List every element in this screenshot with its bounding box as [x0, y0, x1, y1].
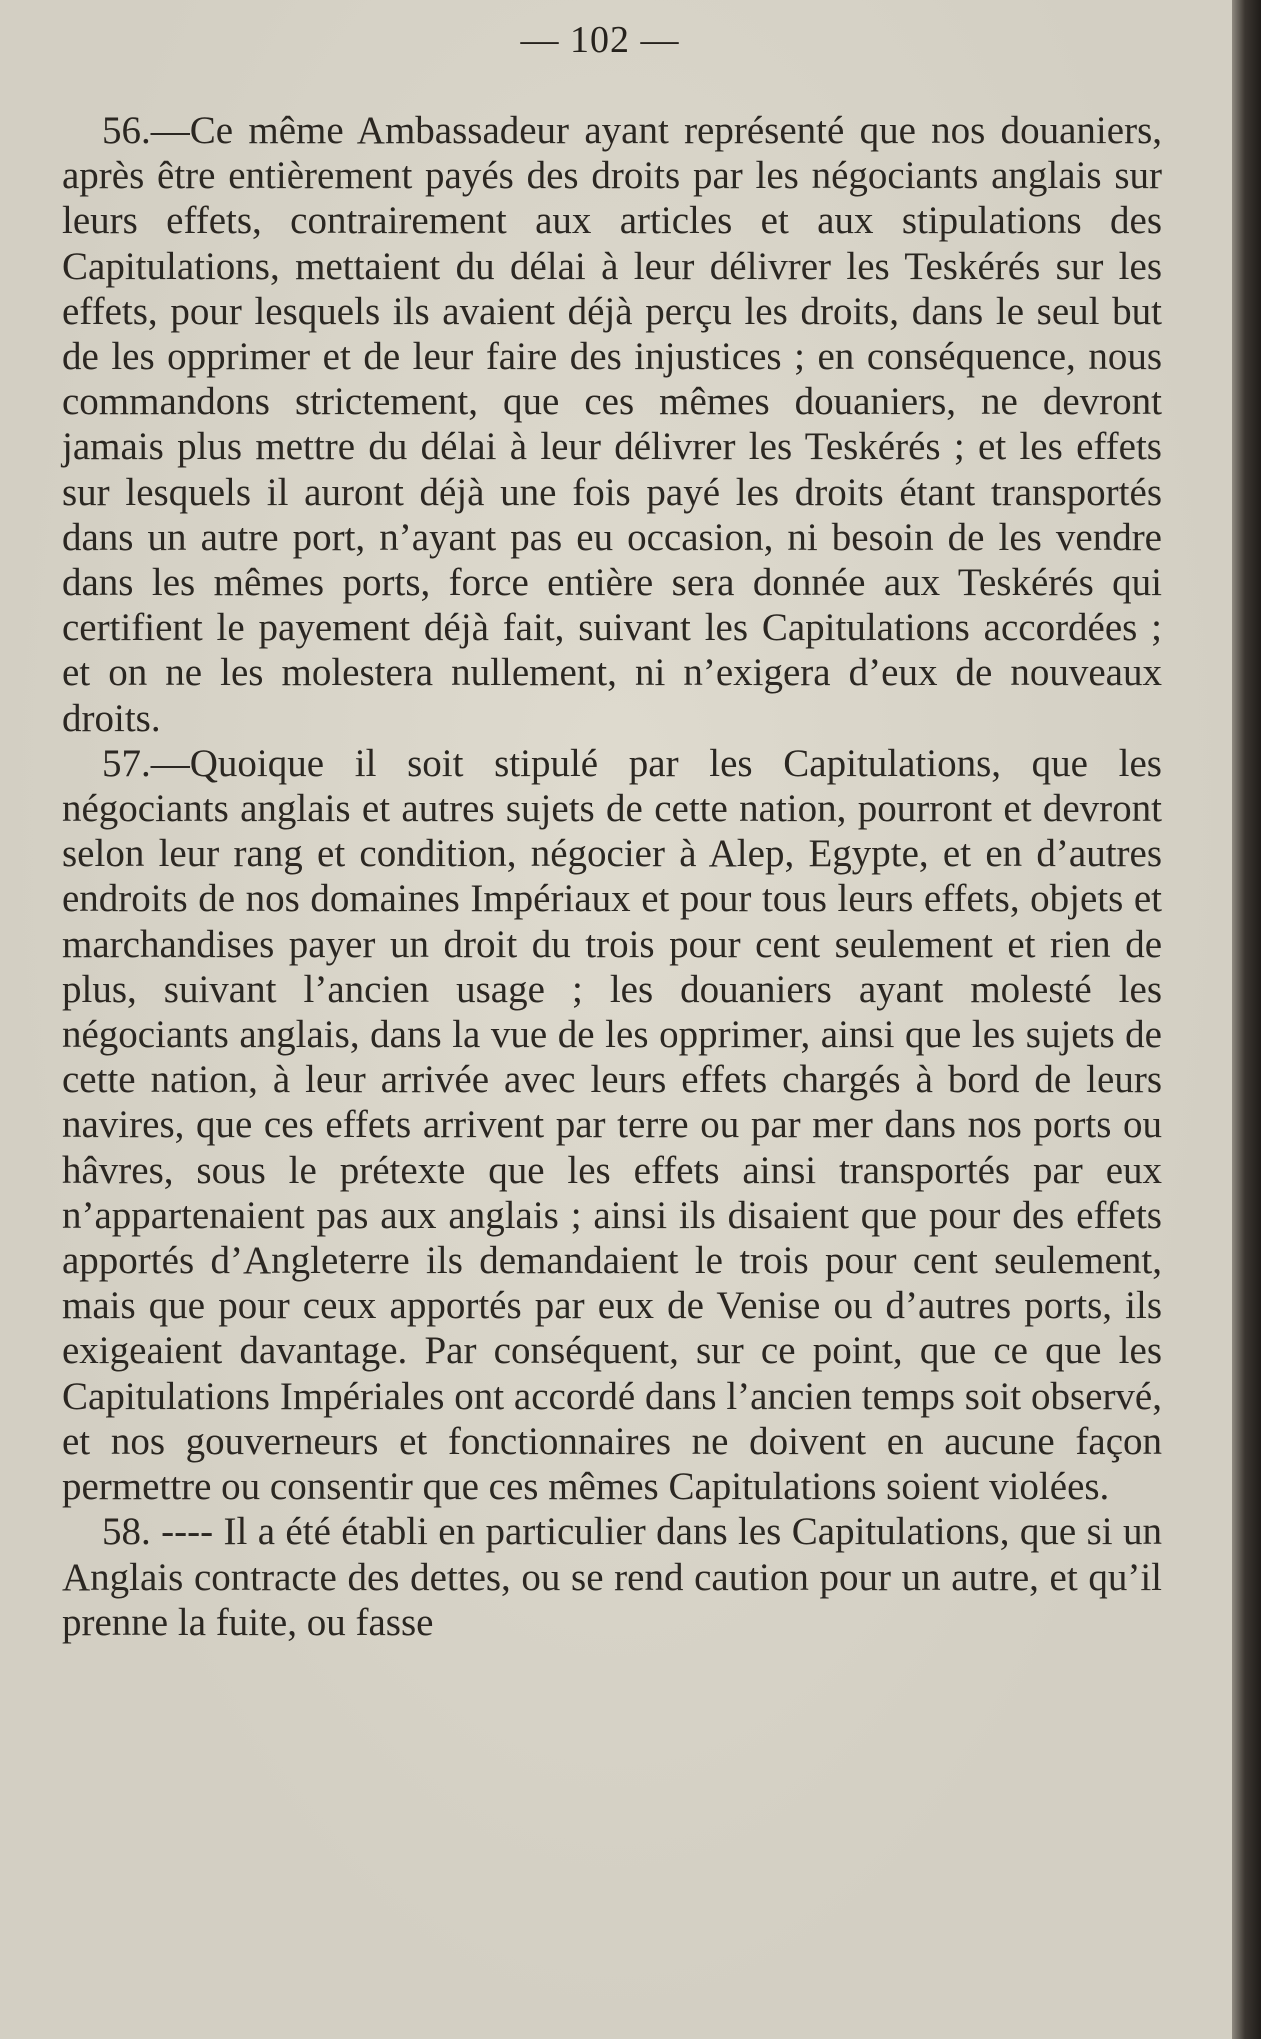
body-text: [62, 108, 1162, 1645]
book-binding-edge: [1232, 0, 1261, 2039]
page-number: — 102 —: [520, 19, 680, 61]
paragraph-56: 56.—Ce même Ambassadeur ayant représenté que nos douaniers, après être entièrement payés des droits par les négociants anglais sur leurs effets, contrairement aux articles et aux stipulations des Capitulations, mettaient du délai à leur délivrer les Teskérés sur les effets, pour lesquels ils avaient déjà perçu les droits, dans le seul but de les opprimer et de leur faire des injustices ; en conséquence, nous commandons strictement, que ces mêmes douaniers, ne devront jamais plus mettre du délai à leur délivrer les Teskérés ; et les effets sur lesquels il auront déjà une fois payé les droits étant transportés dans un autre port, n’ayant pas eu occasion, ni besoin de les vendre dans les mêmes ports, force entière sera donnée aux Teskérés qui certifient le payement déjà fait, suivant les Capitulations accordées ; et on ne les molestera nullement, ni n’exigera d’eux de nouveaux droits.: [62, 109, 1162, 740]
paragraph-58: 58. ---- Il a été établi en particulier dans les Capitulations, que si un Anglais contracte des dettes, ou se rend caution pour un autre, et qu’il prenne la fuite, ou fasse: [62, 1510, 1162, 1644]
paragraph-57: 57.—Quoique il soit stipulé par les Capitulations, que les négociants anglais et autres sujets de cette nation, pourront et devront selon leur rang et condition, négocier à Alep, Egypte, et en d’autres endroits de nos domaines Impériaux et pour tous leurs effets, objets et marchandises payer un droit du trois pour cent seulement et rien de plus, suivant l’ancien usage ; les douaniers ayant molesté les négociants anglais, dans la vue de les opprimer, ainsi que les sujets de cette nation, à leur arrivée avec leurs effets chargés à bord de leurs navires, que ces effets arrivent par terre ou par mer dans nos ports ou hâvres, sous le prétexte que les effets ainsi transportés par eux n’appartenaient pas aux anglais ; ainsi ils disaient que pour des effets apportés d’Angleterre ils demandaient le trois pour cent seulement, mais que pour ceux apportés par eux de Venise ou d’autres ports, ils exigeaient davantage. Par conséquent, sur ce point, que ce que les Capitulations Impériales ont accordé dans l’ancien temps soit observé, et nos gouverneurs et fonctionnaires ne doivent en aucune façon permettre ou consentir que ces mêmes Capitulations soient violées.: [62, 741, 1162, 1509]
